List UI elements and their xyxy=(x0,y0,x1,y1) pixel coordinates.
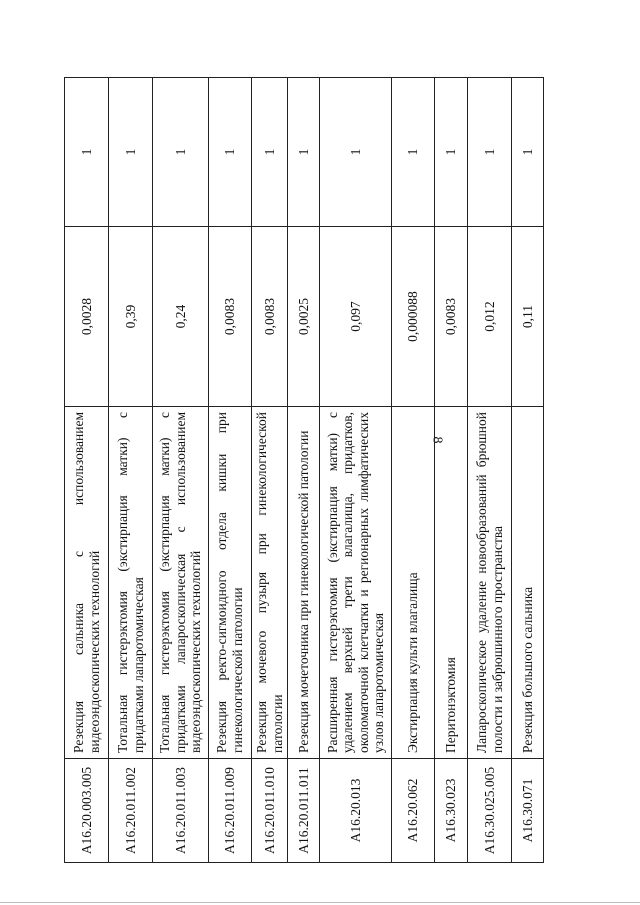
code-cell: A16.30.023 xyxy=(435,759,468,863)
code-cell: A16.20.011.009 xyxy=(209,759,252,863)
code-cell: A16.30.071 xyxy=(512,759,544,863)
name-cell: Тотальная гистерэктомия (экстирпация матки) с придатками лапаротомическая xyxy=(109,407,153,759)
count-cell: 1 xyxy=(153,78,209,227)
procedure-table-body xyxy=(65,78,544,863)
table-row xyxy=(392,78,435,863)
code-cell: A16.20.011.011 xyxy=(288,759,320,863)
code-cell: A16.20.011.010 xyxy=(252,759,288,863)
code-cell: A16.30.025.005 xyxy=(468,759,512,863)
table-row xyxy=(209,78,252,863)
name-cell: Резекция сальника с использованием видеоэндоскопических технологий xyxy=(65,407,109,759)
procedure-table-container xyxy=(64,78,535,863)
table-row xyxy=(153,78,209,863)
count-cell: 1 xyxy=(209,78,252,227)
name-cell: Перитонэктомия xyxy=(435,407,468,759)
count-cell: 1 xyxy=(320,78,392,227)
ratio-cell: 0,0083 xyxy=(209,227,252,407)
count-cell: 1 xyxy=(65,78,109,227)
ratio-cell: 0,39 xyxy=(109,227,153,407)
count-cell: 1 xyxy=(468,78,512,227)
ratio-cell: 0,012 xyxy=(468,227,512,407)
code-cell: A16.20.062 xyxy=(392,759,435,863)
table-row xyxy=(320,78,392,863)
name-cell: Тотальная гистерэктомия (экстирпация матки) с придатками лапароскопическая с использованием видеоэндоскопических технологий xyxy=(153,407,209,759)
page-number: 8 xyxy=(429,436,445,444)
code-cell: A16.20.011.003 xyxy=(153,759,209,863)
count-cell: 1 xyxy=(288,78,320,227)
table-row xyxy=(435,78,468,863)
count-cell: 1 xyxy=(392,78,435,227)
ratio-cell: 0,11 xyxy=(512,227,544,407)
ratio-cell: 0,24 xyxy=(153,227,209,407)
ratio-cell: 0,097 xyxy=(320,227,392,407)
ratio-cell: 0,0083 xyxy=(252,227,288,407)
table-row xyxy=(288,78,320,863)
count-cell: 1 xyxy=(512,78,544,227)
ratio-cell: 0,000088 xyxy=(392,227,435,407)
name-cell: Расширенная гистерэктомия (экстирпация матки) с удалением верхней трети влагалища, придатков, околоматочной клетчатки и регионарных лимфатических узлов лапаротомическая xyxy=(320,407,392,759)
table-row xyxy=(512,78,544,863)
table-row xyxy=(109,78,153,863)
ratio-cell: 0,0028 xyxy=(65,227,109,407)
code-cell: A16.20.011.002 xyxy=(109,759,153,863)
name-cell: Резекция мочевого пузыря при гинекологической патологии xyxy=(252,407,288,759)
code-cell: A16.20.003.005 xyxy=(65,759,109,863)
name-cell: Резекция большого сальника xyxy=(512,407,544,759)
table-row xyxy=(252,78,288,863)
table-row xyxy=(468,78,512,863)
count-cell: 1 xyxy=(109,78,153,227)
name-cell: Лапароскопическое удаление новообразований брюшной полости и забрюшинного пространства xyxy=(468,407,512,759)
ratio-cell: 0,0083 xyxy=(435,227,468,407)
code-cell: A16.20.013 xyxy=(320,759,392,863)
name-cell: Резекция мочеточника при гинекологической патологии xyxy=(288,407,320,759)
procedure-table xyxy=(64,77,544,863)
table-row xyxy=(65,78,109,863)
count-cell: 1 xyxy=(435,78,468,227)
ratio-cell: 0,0025 xyxy=(288,227,320,407)
count-cell: 1 xyxy=(252,78,288,227)
scan-edge-line xyxy=(0,902,640,903)
name-cell: Экстирпация культи влагалища xyxy=(392,407,435,759)
name-cell: Резекция ректо-сигмоидного отдела кишки при гинекологической патологии xyxy=(209,407,252,759)
